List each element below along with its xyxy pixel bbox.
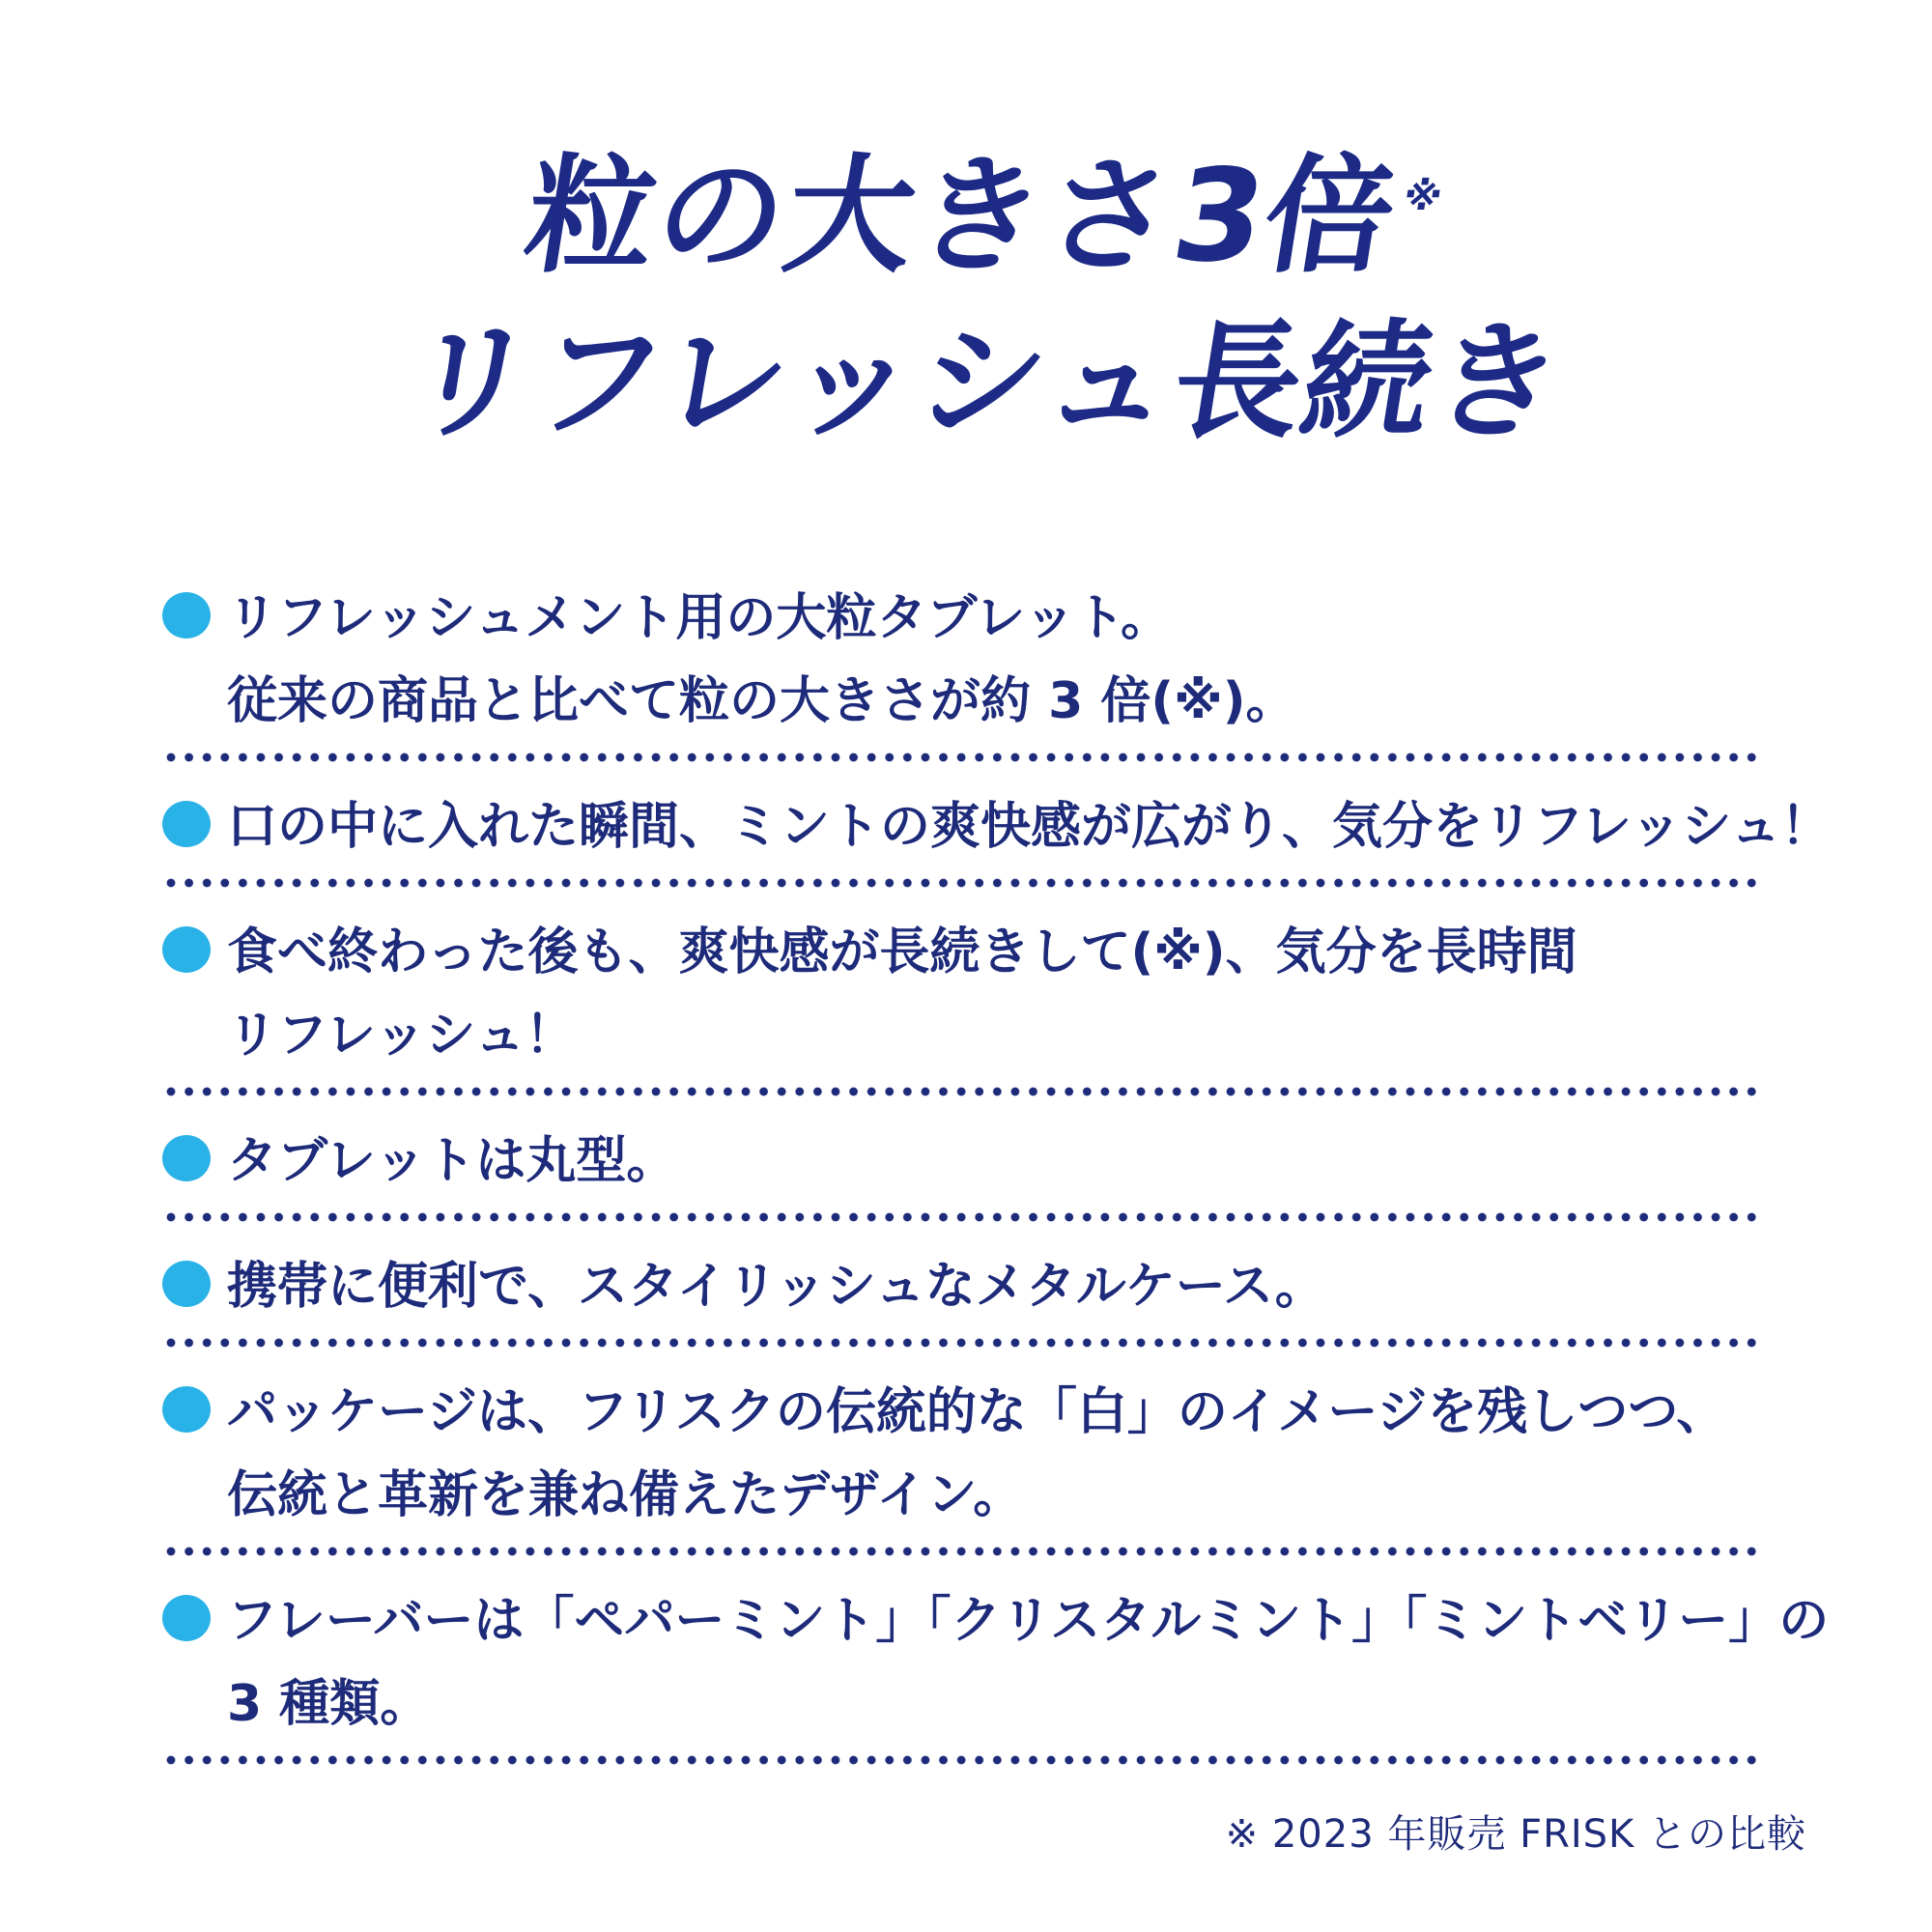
feature-list bbox=[162, 577, 1832, 1859]
dotted-separator bbox=[166, 1755, 1758, 1765]
feature-item-3-line-2: リフレッシュ！ bbox=[227, 1007, 576, 1065]
feature-item-7 bbox=[162, 1579, 1830, 1746]
dotted-separator bbox=[166, 1338, 1758, 1348]
feature-item-1-line-1: リフレッシュメント用の大粒タブレット。 bbox=[227, 589, 1172, 647]
bullet-dot-icon bbox=[162, 1386, 211, 1433]
feature-item-3 bbox=[162, 911, 1806, 1077]
footnote: ※ 2023 年販売 FRISK との比較 bbox=[1225, 1812, 1806, 1857]
reference-mark-icon: ※ bbox=[1400, 175, 1445, 219]
feature-item-7-line-1: フレーバーは「ペパーミント」「クリスタルミント」「ミントベリー」の bbox=[227, 1592, 1830, 1650]
feature-item-1 bbox=[162, 577, 1806, 743]
bullet-dot-icon bbox=[162, 1261, 211, 1307]
feature-item-6 bbox=[162, 1371, 1806, 1537]
title-line-2: リフレッシュ長続き bbox=[394, 308, 1575, 457]
dotted-separator bbox=[166, 753, 1758, 762]
feature-item-5 bbox=[162, 1245, 1806, 1328]
feature-item-2-line-1: 口の中に入れた瞬間、ミントの爽快感が広がり、気分をリフレッシュ！ bbox=[227, 798, 1832, 856]
title-line-1-text: 粒の大きさ3倍 bbox=[515, 142, 1407, 291]
title-line-1 bbox=[514, 114, 1454, 299]
feature-item-3-line-1: 食べ終わった後も、爽快感が長続きして(※)、気分を長時間 bbox=[227, 923, 1577, 981]
bullet-dot-icon bbox=[162, 1595, 211, 1641]
bullet-dot-icon bbox=[162, 1135, 211, 1181]
feature-item-1-line-2: 従来の商品と比べて粒の大きさが約 3 倍(※)。 bbox=[227, 672, 1296, 730]
feature-item-6-line-2: 伝統と革新を兼ね備えたデザイン。 bbox=[227, 1466, 1024, 1524]
feature-item-4 bbox=[162, 1120, 1806, 1203]
bullet-dot-icon bbox=[162, 801, 211, 847]
feature-item-2 bbox=[162, 785, 1832, 868]
page-title bbox=[162, 114, 1806, 466]
feature-item-4-line-1: タブレットは丸型。 bbox=[227, 1132, 677, 1190]
bullet-dot-icon bbox=[162, 592, 211, 639]
dotted-separator bbox=[166, 878, 1758, 888]
feature-item-6-line-1: パッケージは、フリスクの伝統的な「白」のイメージを残しつつ、 bbox=[227, 1383, 1727, 1441]
dotted-separator bbox=[166, 1212, 1758, 1222]
feature-item-7-line-2: 3 種類。 bbox=[227, 1675, 431, 1733]
dotted-separator bbox=[166, 1547, 1758, 1556]
feature-item-5-line-1: 携帯に便利で、スタイリッシュなメタルケース。 bbox=[227, 1258, 1325, 1316]
bullet-dot-icon bbox=[162, 926, 211, 973]
dotted-separator bbox=[166, 1087, 1758, 1096]
